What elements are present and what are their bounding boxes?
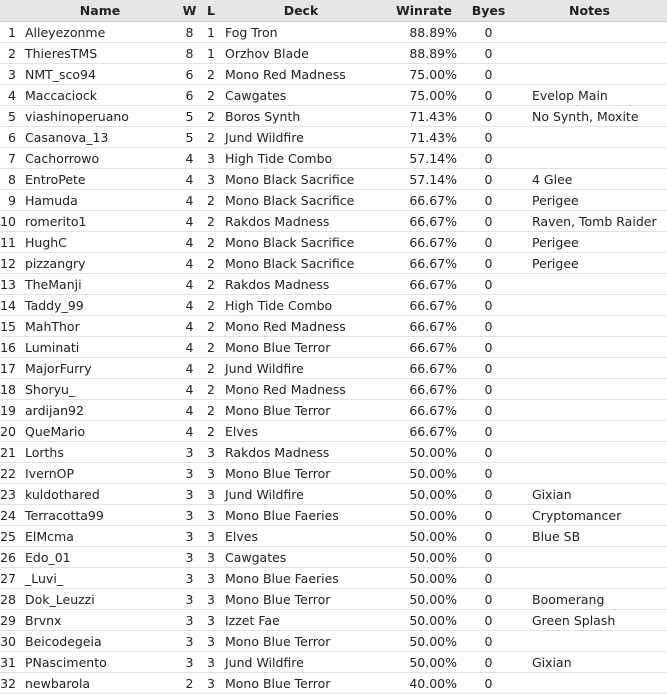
winrate-cell: 66.67% xyxy=(383,379,465,400)
byes-cell: 0 xyxy=(465,190,512,211)
byes-cell: 0 xyxy=(465,652,512,673)
winrate-cell: 66.67% xyxy=(383,211,465,232)
winrate-header: Winrate xyxy=(383,0,465,22)
wins-cell: 4 xyxy=(176,295,203,316)
winrate-cell: 57.14% xyxy=(383,148,465,169)
deck-cell: Mono Blue Terror xyxy=(219,631,383,652)
rank-cell: 23 xyxy=(0,484,24,505)
rank-cell: 4 xyxy=(0,85,24,106)
wins-cell: 3 xyxy=(176,589,203,610)
table-row xyxy=(0,400,667,421)
losses-cell: 3 xyxy=(203,505,219,526)
winrate-cell: 88.89% xyxy=(383,22,465,43)
byes-cell: 0 xyxy=(465,295,512,316)
notes-cell xyxy=(512,316,667,337)
wins-cell: 3 xyxy=(176,568,203,589)
rank-cell: 24 xyxy=(0,505,24,526)
losses-cell: 3 xyxy=(203,673,219,694)
table-row xyxy=(0,43,667,64)
notes-cell: Perigee xyxy=(512,190,667,211)
notes-cell xyxy=(512,64,667,85)
name-header: Name xyxy=(24,0,176,22)
player-name-cell: Lorths xyxy=(24,442,176,463)
player-name-cell: TheManji xyxy=(24,274,176,295)
table-row xyxy=(0,610,667,631)
losses-cell: 2 xyxy=(203,253,219,274)
deck-cell: Jund Wildfire xyxy=(219,358,383,379)
wins-cell: 3 xyxy=(176,484,203,505)
table-row xyxy=(0,148,667,169)
deck-cell: Izzet Fae xyxy=(219,610,383,631)
table-row xyxy=(0,337,667,358)
player-name-cell: Beicodegeia xyxy=(24,631,176,652)
losses-cell: 3 xyxy=(203,652,219,673)
notes-cell xyxy=(512,631,667,652)
wins-cell: 3 xyxy=(176,631,203,652)
table-row xyxy=(0,169,667,190)
player-name-cell: HughC xyxy=(24,232,176,253)
table-row xyxy=(0,127,667,148)
byes-cell: 0 xyxy=(465,148,512,169)
player-name-cell: Hamuda xyxy=(24,190,176,211)
losses-cell: 3 xyxy=(203,484,219,505)
wins-cell: 3 xyxy=(176,463,203,484)
rank-cell: 7 xyxy=(0,148,24,169)
losses-cell: 3 xyxy=(203,463,219,484)
table-row xyxy=(0,253,667,274)
rank-cell: 13 xyxy=(0,274,24,295)
notes-cell: Gixian xyxy=(512,652,667,673)
rank-cell: 14 xyxy=(0,295,24,316)
deck-cell: Mono Black Sacrifice xyxy=(219,232,383,253)
rank-cell: 1 xyxy=(0,22,24,43)
deck-cell: High Tide Combo xyxy=(219,295,383,316)
byes-cell: 0 xyxy=(465,316,512,337)
deck-cell: Mono Red Madness xyxy=(219,64,383,85)
deck-cell: Mono Blue Faeries xyxy=(219,568,383,589)
deck-cell: Fog Tron xyxy=(219,22,383,43)
player-name-cell: IvernOP xyxy=(24,463,176,484)
notes-cell xyxy=(512,673,667,694)
rank-cell: 30 xyxy=(0,631,24,652)
notes-cell: Raven, Tomb Raider xyxy=(512,211,667,232)
winrate-cell: 50.00% xyxy=(383,610,465,631)
byes-cell: 0 xyxy=(465,232,512,253)
notes-header: Notes xyxy=(512,0,667,22)
byes-cell: 0 xyxy=(465,442,512,463)
losses-cell: 3 xyxy=(203,526,219,547)
notes-cell xyxy=(512,421,667,442)
losses-cell: 3 xyxy=(203,148,219,169)
byes-cell: 0 xyxy=(465,43,512,64)
table-row xyxy=(0,442,667,463)
losses-cell: 3 xyxy=(203,442,219,463)
notes-cell xyxy=(512,295,667,316)
player-name-cell: Dok_Leuzzi xyxy=(24,589,176,610)
player-name-cell: Taddy_99 xyxy=(24,295,176,316)
rank-cell: 6 xyxy=(0,127,24,148)
table-row xyxy=(0,64,667,85)
wins-cell: 3 xyxy=(176,610,203,631)
notes-cell: Gixian xyxy=(512,484,667,505)
table-row xyxy=(0,547,667,568)
table-row xyxy=(0,631,667,652)
rank-cell: 9 xyxy=(0,190,24,211)
notes-cell xyxy=(512,358,667,379)
deck-cell: Mono Black Sacrifice xyxy=(219,190,383,211)
deck-cell: Mono Red Madness xyxy=(219,379,383,400)
table-row xyxy=(0,22,667,43)
rank-cell: 2 xyxy=(0,43,24,64)
winrate-cell: 50.00% xyxy=(383,442,465,463)
winrate-cell: 66.67% xyxy=(383,400,465,421)
deck-header: Deck xyxy=(219,0,383,22)
winrate-cell: 50.00% xyxy=(383,463,465,484)
wins-cell: 4 xyxy=(176,358,203,379)
winrate-cell: 66.67% xyxy=(383,232,465,253)
wins-cell: 4 xyxy=(176,421,203,442)
rank-cell: 21 xyxy=(0,442,24,463)
deck-cell: Cawgates xyxy=(219,547,383,568)
player-name-cell: viashinoperuano xyxy=(24,106,176,127)
player-name-cell: Cachorrowo xyxy=(24,148,176,169)
wins-cell: 8 xyxy=(176,22,203,43)
losses-cell: 2 xyxy=(203,337,219,358)
player-name-cell: romerito1 xyxy=(24,211,176,232)
player-name-cell: QueMario xyxy=(24,421,176,442)
rank-cell: 11 xyxy=(0,232,24,253)
table-row xyxy=(0,589,667,610)
deck-cell: Jund Wildfire xyxy=(219,652,383,673)
winrate-cell: 50.00% xyxy=(383,589,465,610)
wins-cell: 3 xyxy=(176,442,203,463)
losses-cell: 2 xyxy=(203,106,219,127)
player-name-cell: Maccaciock xyxy=(24,85,176,106)
notes-cell: Green Splash xyxy=(512,610,667,631)
winrate-cell: 50.00% xyxy=(383,547,465,568)
losses-cell: 2 xyxy=(203,211,219,232)
rank-cell: 10 xyxy=(0,211,24,232)
notes-cell xyxy=(512,400,667,421)
deck-cell: Rakdos Madness xyxy=(219,442,383,463)
wins-cell: 6 xyxy=(176,85,203,106)
wins-cell: 4 xyxy=(176,400,203,421)
winrate-cell: 66.67% xyxy=(383,358,465,379)
losses-cell: 2 xyxy=(203,232,219,253)
player-name-cell: MajorFurry xyxy=(24,358,176,379)
losses-cell: 2 xyxy=(203,421,219,442)
player-name-cell: Edo_01 xyxy=(24,547,176,568)
rank-cell: 18 xyxy=(0,379,24,400)
wins-cell: 3 xyxy=(176,652,203,673)
player-name-cell: pizzangry xyxy=(24,253,176,274)
notes-cell xyxy=(512,127,667,148)
deck-cell: Mono Blue Terror xyxy=(219,673,383,694)
wins-cell: 6 xyxy=(176,64,203,85)
losses-cell: 3 xyxy=(203,169,219,190)
losses-cell: 3 xyxy=(203,631,219,652)
table-row xyxy=(0,526,667,547)
player-name-cell: Casanova_13 xyxy=(24,127,176,148)
wins-cell: 4 xyxy=(176,253,203,274)
player-name-cell: newbarola xyxy=(24,673,176,694)
wins-cell: 4 xyxy=(176,337,203,358)
notes-cell: Perigee xyxy=(512,232,667,253)
byes-cell: 0 xyxy=(465,211,512,232)
byes-cell: 0 xyxy=(465,568,512,589)
winrate-cell: 66.67% xyxy=(383,190,465,211)
wins-cell: 3 xyxy=(176,547,203,568)
wins-cell: 5 xyxy=(176,127,203,148)
notes-cell xyxy=(512,547,667,568)
table-row xyxy=(0,274,667,295)
wins-cell: 5 xyxy=(176,106,203,127)
deck-cell: High Tide Combo xyxy=(219,148,383,169)
losses-cell: 2 xyxy=(203,358,219,379)
notes-cell xyxy=(512,379,667,400)
table-row xyxy=(0,421,667,442)
wins-cell: 4 xyxy=(176,316,203,337)
wins-cell: 3 xyxy=(176,526,203,547)
losses-cell: 2 xyxy=(203,295,219,316)
byes-cell: 0 xyxy=(465,547,512,568)
deck-cell: Rakdos Madness xyxy=(219,274,383,295)
wins-cell: 4 xyxy=(176,148,203,169)
deck-cell: Mono Blue Terror xyxy=(219,337,383,358)
byes-cell: 0 xyxy=(465,484,512,505)
table-row xyxy=(0,505,667,526)
deck-cell: Cawgates xyxy=(219,85,383,106)
byes-cell: 0 xyxy=(465,106,512,127)
player-name-cell: NMT_sco94 xyxy=(24,64,176,85)
notes-cell xyxy=(512,442,667,463)
winrate-cell: 88.89% xyxy=(383,43,465,64)
header-row xyxy=(0,0,667,22)
table-row xyxy=(0,295,667,316)
player-name-cell: kuldothared xyxy=(24,484,176,505)
notes-cell: Perigee xyxy=(512,253,667,274)
winrate-cell: 50.00% xyxy=(383,631,465,652)
table-row xyxy=(0,652,667,673)
deck-cell: Jund Wildfire xyxy=(219,127,383,148)
rank-cell: 12 xyxy=(0,253,24,274)
notes-cell: Cryptomancer xyxy=(512,505,667,526)
rank-cell: 29 xyxy=(0,610,24,631)
table-row xyxy=(0,484,667,505)
losses-cell: 2 xyxy=(203,379,219,400)
rank-cell: 17 xyxy=(0,358,24,379)
deck-cell: Mono Red Madness xyxy=(219,316,383,337)
losses-cell: 2 xyxy=(203,85,219,106)
wins-cell: 2 xyxy=(176,673,203,694)
table-row xyxy=(0,211,667,232)
losses-cell: 2 xyxy=(203,316,219,337)
byes-cell: 0 xyxy=(465,421,512,442)
wins-cell: 4 xyxy=(176,190,203,211)
rank-cell: 26 xyxy=(0,547,24,568)
byes-cell: 0 xyxy=(465,169,512,190)
winrate-cell: 57.14% xyxy=(383,169,465,190)
losses-cell: 2 xyxy=(203,274,219,295)
notes-cell xyxy=(512,148,667,169)
losses-cell: 2 xyxy=(203,64,219,85)
wins-cell: 4 xyxy=(176,169,203,190)
deck-cell: Mono Blue Terror xyxy=(219,589,383,610)
winrate-cell: 75.00% xyxy=(383,85,465,106)
losses-cell: 2 xyxy=(203,400,219,421)
notes-cell xyxy=(512,463,667,484)
player-name-cell: Alleyezonme xyxy=(24,22,176,43)
rank-cell: 19 xyxy=(0,400,24,421)
player-name-cell: Shoryu_ xyxy=(24,379,176,400)
losses-cell: 3 xyxy=(203,589,219,610)
deck-cell: Mono Black Sacrifice xyxy=(219,253,383,274)
winrate-cell: 50.00% xyxy=(383,652,465,673)
winrate-cell: 71.43% xyxy=(383,106,465,127)
deck-cell: Rakdos Madness xyxy=(219,211,383,232)
deck-cell: Mono Blue Faeries xyxy=(219,505,383,526)
l-header: L xyxy=(203,0,219,22)
rank-cell: 32 xyxy=(0,673,24,694)
deck-cell: Jund Wildfire xyxy=(219,484,383,505)
winrate-cell: 50.00% xyxy=(383,526,465,547)
byes-cell: 0 xyxy=(465,64,512,85)
table-row xyxy=(0,106,667,127)
winrate-cell: 50.00% xyxy=(383,484,465,505)
wins-cell: 8 xyxy=(176,43,203,64)
rank-cell: 8 xyxy=(0,169,24,190)
rank-cell: 25 xyxy=(0,526,24,547)
table-row xyxy=(0,232,667,253)
rank-cell: 22 xyxy=(0,463,24,484)
losses-cell: 2 xyxy=(203,127,219,148)
rank-header xyxy=(0,0,24,22)
player-name-cell: Brvnx xyxy=(24,610,176,631)
table-row xyxy=(0,85,667,106)
rank-cell: 16 xyxy=(0,337,24,358)
table-row xyxy=(0,190,667,211)
table-row xyxy=(0,358,667,379)
rank-cell: 27 xyxy=(0,568,24,589)
byes-cell: 0 xyxy=(465,127,512,148)
table-row xyxy=(0,316,667,337)
winrate-cell: 40.00% xyxy=(383,673,465,694)
wins-cell: 4 xyxy=(176,211,203,232)
rank-cell: 15 xyxy=(0,316,24,337)
notes-cell: Blue SB xyxy=(512,526,667,547)
notes-cell: Evelop Main xyxy=(512,85,667,106)
player-name-cell: MahThor xyxy=(24,316,176,337)
table-row xyxy=(0,463,667,484)
losses-cell: 3 xyxy=(203,568,219,589)
notes-cell xyxy=(512,22,667,43)
byes-cell: 0 xyxy=(465,253,512,274)
notes-cell: Boomerang xyxy=(512,589,667,610)
losses-cell: 1 xyxy=(203,22,219,43)
byes-cell: 0 xyxy=(465,400,512,421)
player-name-cell: ardijan92 xyxy=(24,400,176,421)
notes-cell: 4 Glee xyxy=(512,169,667,190)
rank-cell: 3 xyxy=(0,64,24,85)
byes-cell: 0 xyxy=(465,526,512,547)
losses-cell: 3 xyxy=(203,610,219,631)
notes-cell xyxy=(512,274,667,295)
winrate-cell: 50.00% xyxy=(383,568,465,589)
byes-cell: 0 xyxy=(465,505,512,526)
losses-cell: 1 xyxy=(203,43,219,64)
rank-cell: 20 xyxy=(0,421,24,442)
byes-cell: 0 xyxy=(465,358,512,379)
byes-cell: 0 xyxy=(465,631,512,652)
deck-cell: Elves xyxy=(219,526,383,547)
byes-cell: 0 xyxy=(465,589,512,610)
byes-cell: 0 xyxy=(465,610,512,631)
deck-cell: Mono Blue Terror xyxy=(219,400,383,421)
player-name-cell: ThieresTMS xyxy=(24,43,176,64)
table-row xyxy=(0,379,667,400)
winrate-cell: 66.67% xyxy=(383,253,465,274)
player-name-cell: _Luvi_ xyxy=(24,568,176,589)
losses-cell: 3 xyxy=(203,547,219,568)
byes-header: Byes xyxy=(465,0,512,22)
notes-cell: No Synth, Moxite xyxy=(512,106,667,127)
winrate-cell: 66.67% xyxy=(383,295,465,316)
losses-cell: 2 xyxy=(203,190,219,211)
notes-cell xyxy=(512,43,667,64)
player-name-cell: EntroPete xyxy=(24,169,176,190)
wins-cell: 4 xyxy=(176,274,203,295)
winrate-cell: 71.43% xyxy=(383,127,465,148)
wins-cell: 4 xyxy=(176,232,203,253)
byes-cell: 0 xyxy=(465,379,512,400)
winrate-cell: 50.00% xyxy=(383,505,465,526)
wins-cell: 4 xyxy=(176,379,203,400)
player-name-cell: ElMcma xyxy=(24,526,176,547)
rank-cell: 31 xyxy=(0,652,24,673)
byes-cell: 0 xyxy=(465,337,512,358)
byes-cell: 0 xyxy=(465,673,512,694)
player-name-cell: PNascimento xyxy=(24,652,176,673)
wins-cell: 3 xyxy=(176,505,203,526)
table-row xyxy=(0,673,667,694)
w-header: W xyxy=(176,0,203,22)
rank-cell: 5 xyxy=(0,106,24,127)
player-name-cell: Terracotta99 xyxy=(24,505,176,526)
winrate-cell: 66.67% xyxy=(383,337,465,358)
byes-cell: 0 xyxy=(465,274,512,295)
deck-cell: Mono Black Sacrifice xyxy=(219,169,383,190)
deck-cell: Boros Synth xyxy=(219,106,383,127)
deck-cell: Mono Blue Terror xyxy=(219,463,383,484)
winrate-cell: 66.67% xyxy=(383,316,465,337)
player-name-cell: Luminati xyxy=(24,337,176,358)
byes-cell: 0 xyxy=(465,463,512,484)
notes-cell xyxy=(512,568,667,589)
deck-cell: Orzhov Blade xyxy=(219,43,383,64)
winrate-cell: 66.67% xyxy=(383,421,465,442)
notes-cell xyxy=(512,337,667,358)
deck-cell: Elves xyxy=(219,421,383,442)
byes-cell: 0 xyxy=(465,22,512,43)
rank-cell: 28 xyxy=(0,589,24,610)
byes-cell: 0 xyxy=(465,85,512,106)
winrate-cell: 66.67% xyxy=(383,274,465,295)
winrate-cell: 75.00% xyxy=(383,64,465,85)
table-row xyxy=(0,568,667,589)
